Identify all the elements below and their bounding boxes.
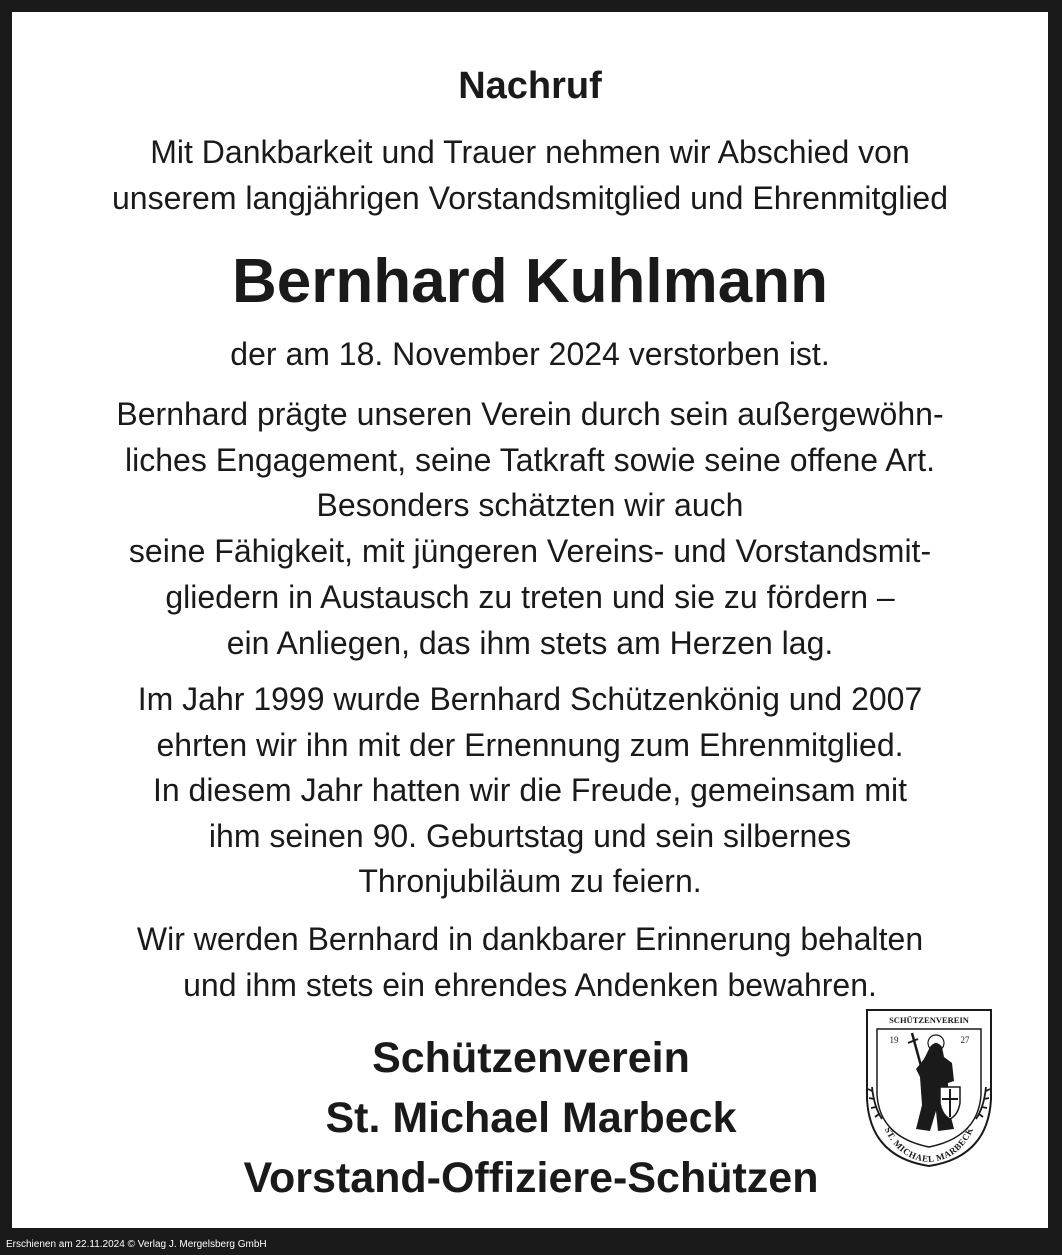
intro-text [12,129,1048,221]
paragraph-line: Im Jahr 1999 wurde Bernhard Schützenkönig und 2007 [137,681,923,717]
signature-line: St. Michael Marbeck [325,1094,737,1142]
paragraph-character [12,392,1048,666]
emblem-top-text: SCHÜTZENVEREIN [889,1015,969,1025]
deceased-name: Bernhard Kuhlmann [232,247,828,316]
emblem-year-right: 27 [960,1035,970,1045]
club-emblem-icon [864,1007,994,1169]
emblem-arc-text: ST. MICHAEL MARBECK [882,1125,976,1165]
paragraph-line: ehrten wir ihn mit der Ernennung zum Ehrenmitglied. [156,726,904,763]
signature-line: Vorstand-Offiziere-Schützen [243,1154,819,1202]
paragraph-line: In diesem Jahr hatten wir die Freude, gemeinsam mit [152,772,908,808]
obituary-page [12,12,1048,1228]
paragraph-remembrance [12,917,1048,1008]
paragraph-line: ein Anliegen, das ihm stets am Herzen lag. [226,624,834,661]
signature-line: Schützenverein [372,1034,690,1082]
paragraph-line: und ihm stets ein ehrendes Andenken bewahren. [183,966,877,1003]
emblem-year-left: 19 [889,1035,899,1045]
intro-line: unserem langjährigen Vorstandsmitglied und Ehrenmitglied [111,180,949,216]
paragraph-line: Thronjubiläum zu feiern. [358,863,702,899]
death-date-line: der am 18. November 2024 verstorben ist. [230,336,830,372]
paragraph-line: Bernhard prägte unseren Verein durch sein außergewöhn- [116,396,944,432]
publication-note: Erschienen am 22.11.2024 © Verlag J. Mergelsberg GmbH [6,1239,267,1250]
paragraph-line: seine Fähigkeit, mit jüngeren Vereins- und Vorstandsmit- [128,533,932,570]
intro-line: Mit Dankbarkeit und Trauer nehmen wir Abschied von [150,134,910,170]
paragraph-honors [12,677,1048,905]
heading: Nachruf [458,65,602,107]
paragraph-line: gliedern in Austausch zu treten und sie zu fördern – [165,578,895,615]
paragraph-line: Wir werden Bernhard in dankbarer Erinnerung behalten [136,921,924,957]
paragraph-line: Besonders schätzten wir auch [316,487,744,524]
paragraph-line: ihm seinen 90. Geburtstag und sein silbernes [208,817,852,854]
paragraph-line: liches Engagement, seine Tatkraft sowie seine offene Art. [125,441,935,478]
